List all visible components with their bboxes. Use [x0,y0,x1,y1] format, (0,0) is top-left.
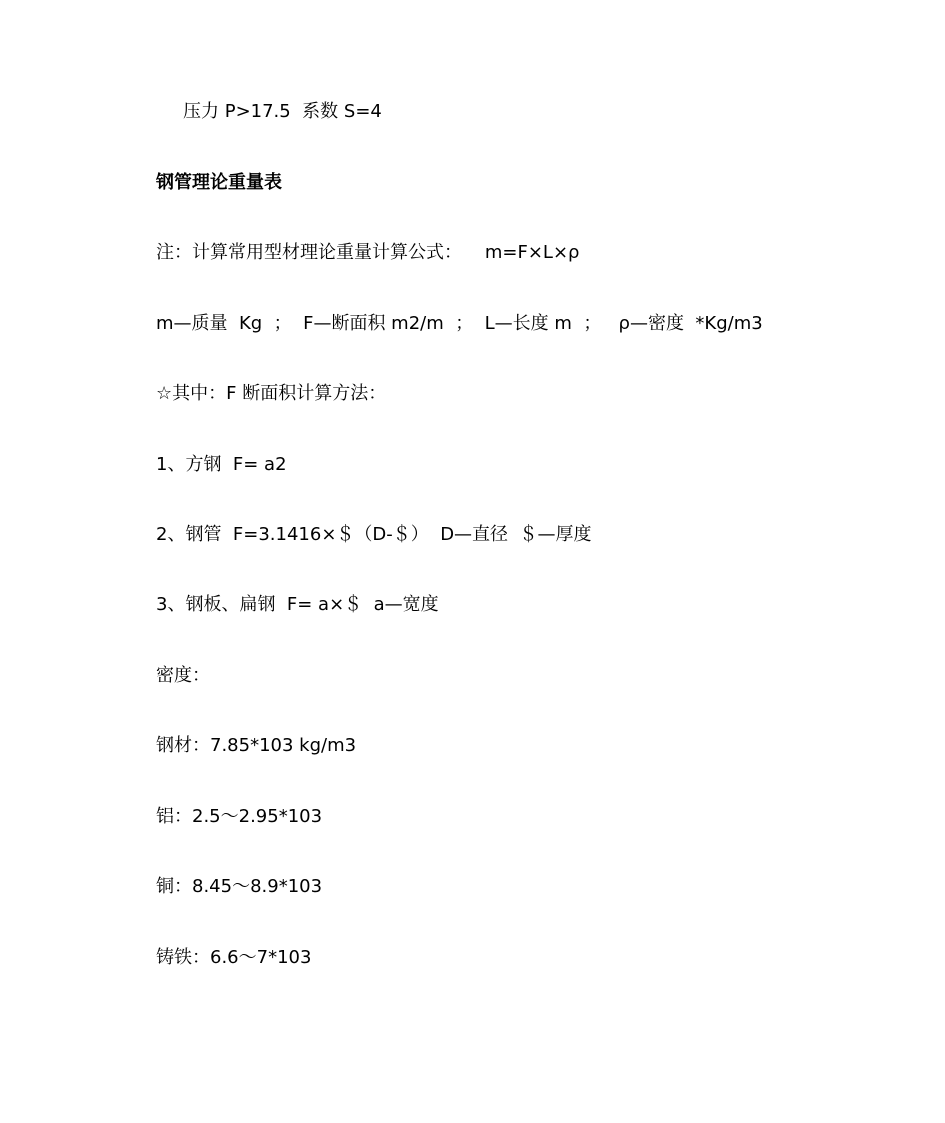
section-heading: 钢管理论重量表 [156,172,282,193]
density-heading: 密度： [156,665,210,686]
variable-definitions: m—质量 Kg ； F—断面积 m2/m ； L—长度 m ； ρ—密度 *Kg/m3 [156,313,763,334]
aluminum-density: 铝：2.5～2.95*103 [156,806,323,827]
plate-flat-steel-formula: 3、钢板、扁钢 F= a×＄ a—宽度 [156,594,439,615]
steel-pipe-formula: 2、钢管 F=3.1416×＄（D-＄） D—直径 ＄—厚度 [156,524,592,545]
formula-note: 注：计算常用型材理论重量计算公式： m=F×L×ρ [156,242,580,263]
steel-density: 钢材：7.85*103 kg/m3 [156,735,357,756]
pressure-coefficient-line: 压力 P>17.5 系数 S=4 [183,101,382,122]
square-steel-formula: 1、方钢 F= a2 [156,454,287,475]
copper-density: 铜：8.45～8.9*103 [156,876,323,897]
area-method-heading: ☆其中：F 断面积计算方法： [156,383,387,404]
cast-iron-density: 铸铁：6.6～7*103 [156,947,312,968]
